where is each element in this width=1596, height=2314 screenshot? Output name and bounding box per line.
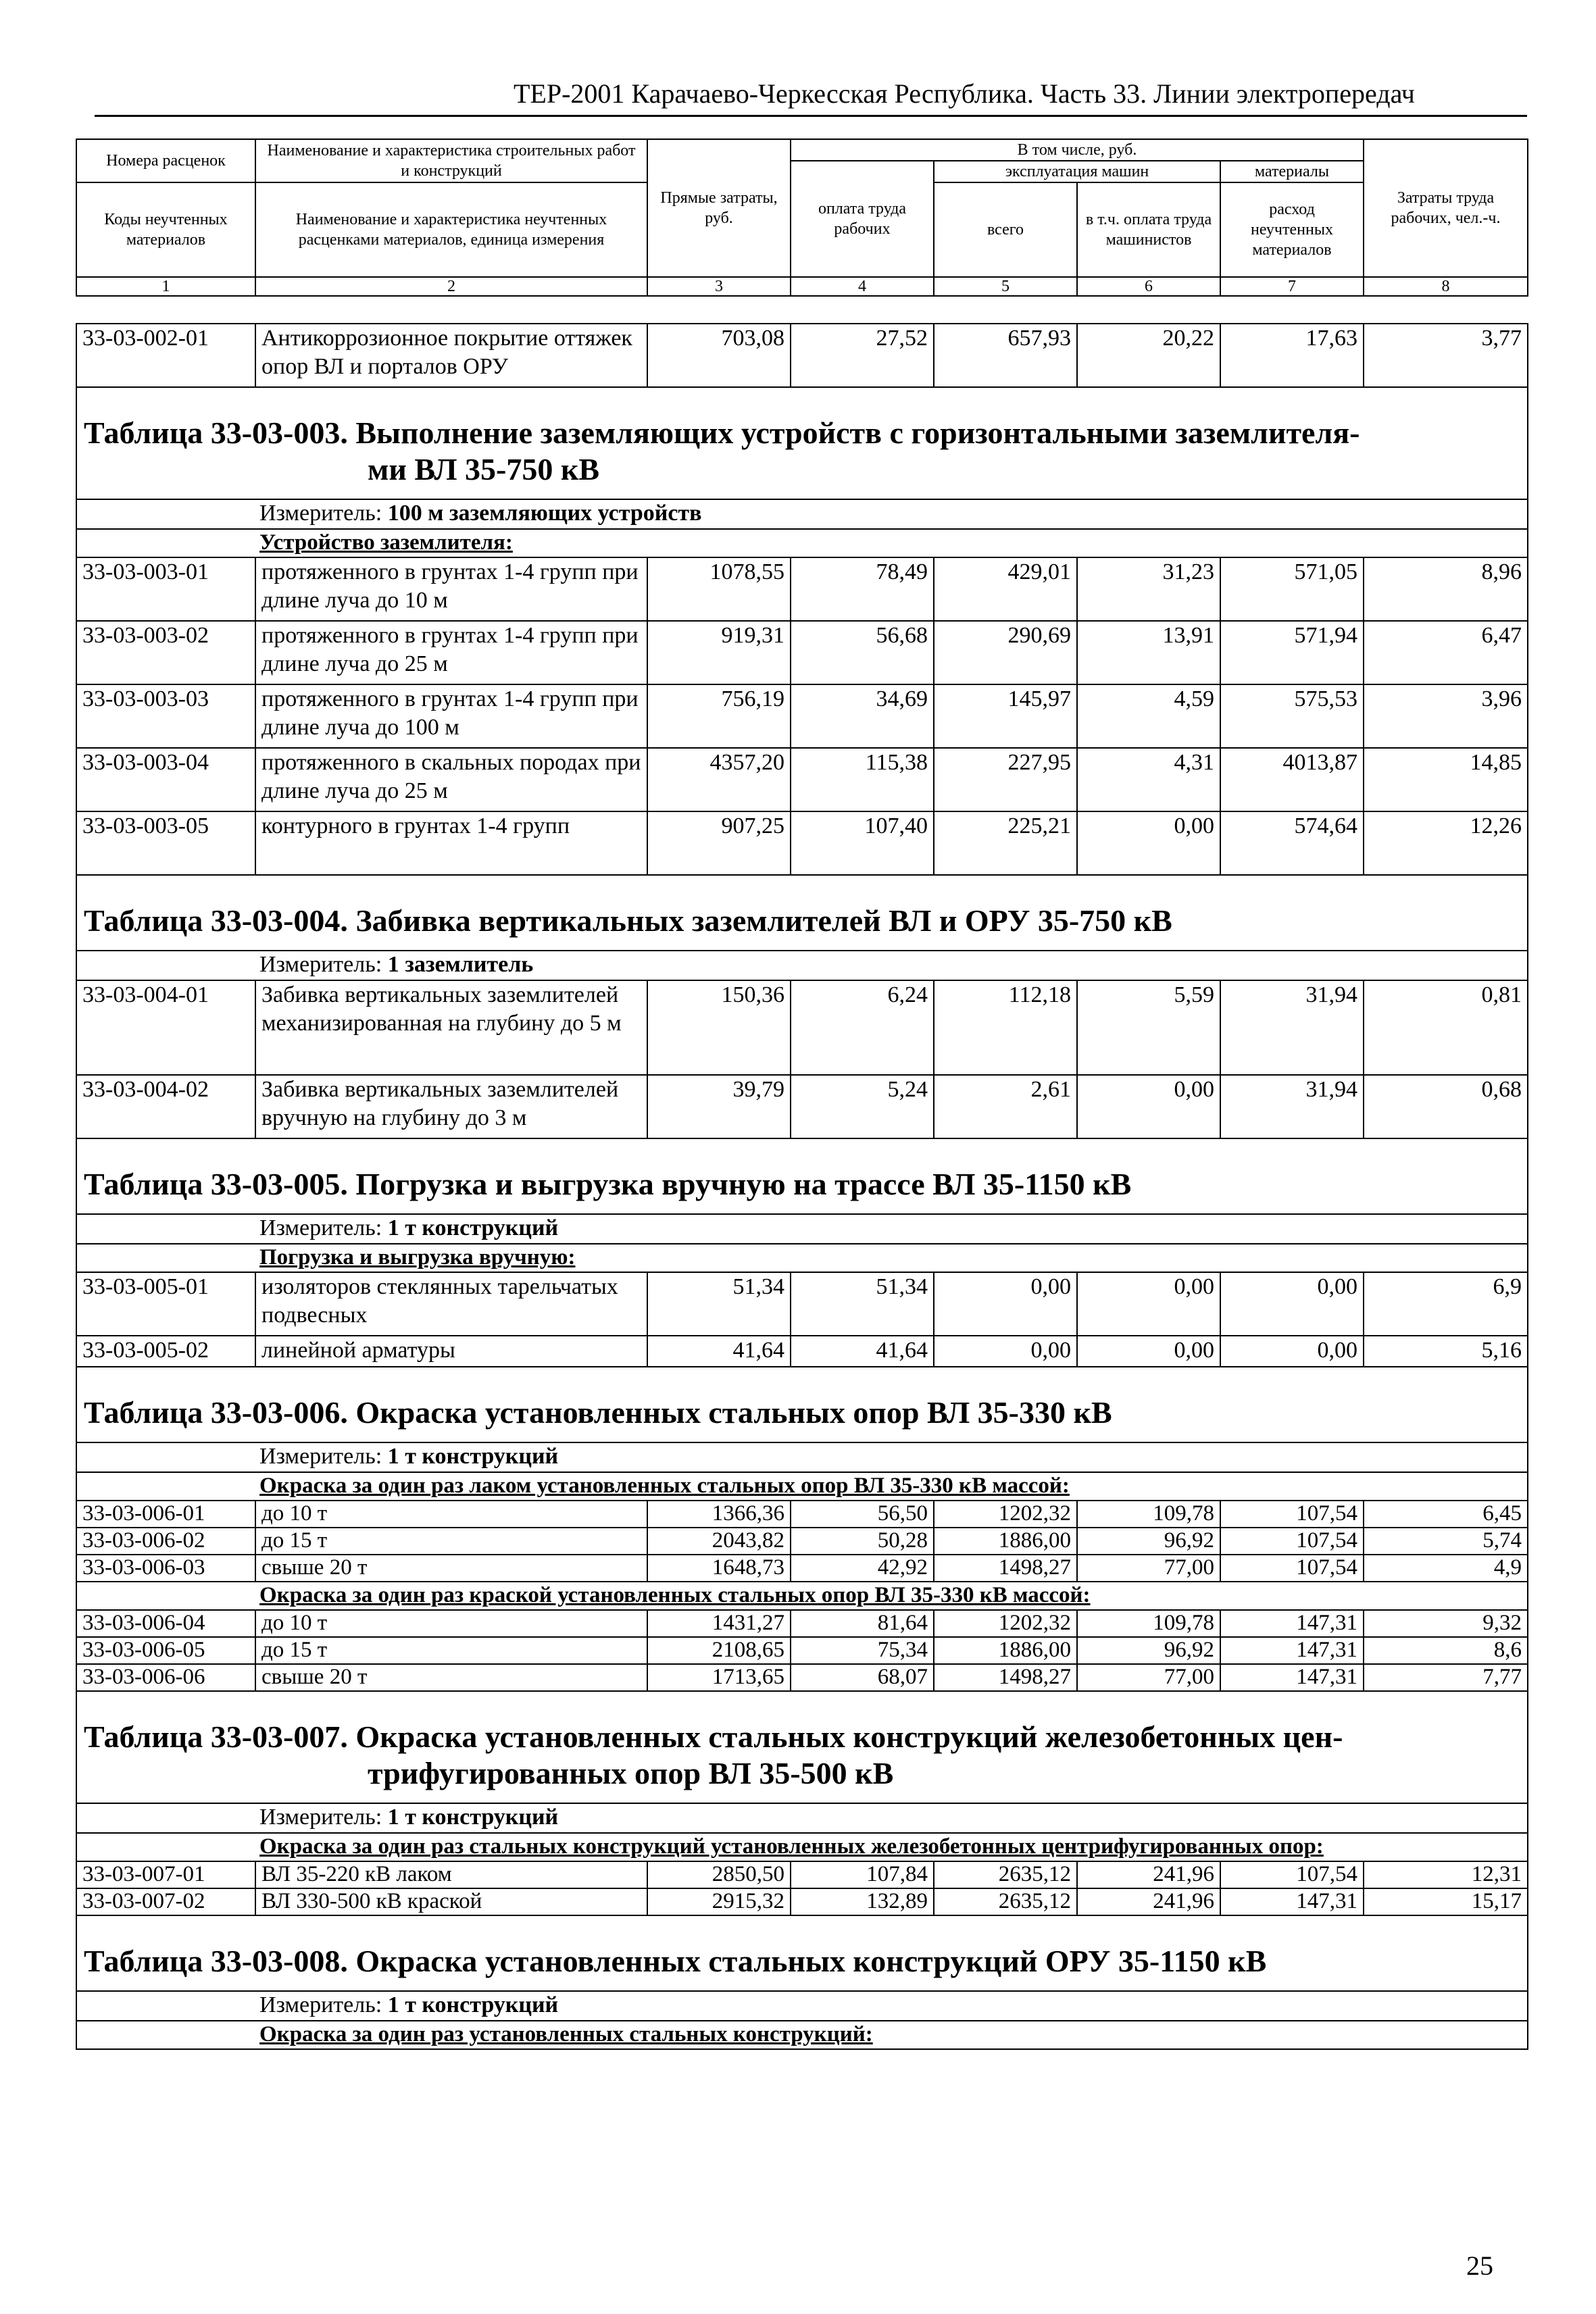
work-name: до 15 т [255, 1637, 647, 1664]
section-subheading: Окраска за один раз краской установленных стальных опор ВЛ 35-330 кВ массой: [76, 1582, 1528, 1610]
workers-pay: 115,38 [791, 748, 934, 811]
rate-code: 33-03-002-01 [76, 324, 255, 387]
header-labor-costs: Затраты труда рабочих, чел.-ч. [1364, 139, 1528, 277]
work-name: до 15 т [255, 1528, 647, 1555]
col-number: 1 [76, 277, 255, 296]
workers-pay: 5,24 [791, 1075, 934, 1138]
col-number: 5 [934, 277, 1077, 296]
header-machinists-pay: в т.ч. оплата труда машинистов [1077, 182, 1220, 277]
direct-costs: 2043,82 [647, 1528, 791, 1555]
col-number: 8 [1364, 277, 1528, 296]
workers-pay: 132,89 [791, 1888, 934, 1915]
table-title: Таблица 33-03-006. Окраска установленных стальных опор ВЛ 35-330 кВ [76, 1367, 1528, 1442]
header-codes-top: Номера расценок [76, 139, 255, 182]
labor-costs: 12,31 [1364, 1861, 1528, 1888]
table-row [76, 557, 1528, 621]
machines-total: 227,95 [934, 748, 1077, 811]
direct-costs: 150,36 [647, 980, 791, 1075]
running-header: ТЕР-2001 Карачаево-Черкесская Республика. Часть 33. Линии электропередач [514, 78, 1415, 109]
labor-costs: 0,81 [1364, 980, 1528, 1075]
workers-pay: 34,69 [791, 684, 934, 748]
workers-pay: 41,64 [791, 1336, 934, 1367]
rate-code: 33-03-006-03 [76, 1555, 255, 1582]
machines-total: 1886,00 [934, 1528, 1077, 1555]
labor-costs: 8,6 [1364, 1637, 1528, 1664]
machinists-pay: 4,31 [1077, 748, 1220, 811]
header-name-bottom: Наименование и характеристика неучтенных расценками материалов, единица измерения [255, 182, 647, 277]
workers-pay: 56,50 [791, 1501, 934, 1528]
rate-code: 33-03-003-01 [76, 557, 255, 621]
table-row [76, 980, 1528, 1075]
labor-costs: 14,85 [1364, 748, 1528, 811]
col-number: 3 [647, 277, 791, 296]
machines-total: 2,61 [934, 1075, 1077, 1138]
labor-costs: 9,32 [1364, 1610, 1528, 1637]
materials-cost: 0,00 [1220, 1272, 1364, 1336]
work-name: ВЛ 330-500 кВ краской [255, 1888, 647, 1915]
direct-costs: 1431,27 [647, 1610, 791, 1637]
machines-total: 145,97 [934, 684, 1077, 748]
direct-costs: 2108,65 [647, 1637, 791, 1664]
header-materials: материалы [1220, 161, 1364, 182]
labor-costs: 6,45 [1364, 1501, 1528, 1528]
table-row [76, 1075, 1528, 1138]
work-name: Антикоррозионное покрытие оттяжек опор ВЛ и порталов ОРУ [255, 324, 647, 387]
machinists-pay: 77,00 [1077, 1664, 1220, 1691]
materials-cost: 4013,87 [1220, 748, 1364, 811]
col-number: 2 [255, 277, 647, 296]
table-row [76, 1528, 1528, 1555]
work-name: протяженного в грунтах 1-4 групп при длине луча до 100 м [255, 684, 647, 748]
measure-unit: Измеритель: 1 т конструкций [76, 1214, 1528, 1244]
section-subheading: Окраска за один раз лаком установленных стальных опор ВЛ 35-330 кВ массой: [76, 1472, 1528, 1501]
header-including: В том числе, руб. [791, 139, 1364, 161]
table-title: Таблица 33-03-003. Выполнение заземляющих устройств с горизонтальными заземлителя- ми ВЛ 35-750 кВ [76, 387, 1528, 499]
rate-code: 33-03-004-02 [76, 1075, 255, 1138]
machinists-pay: 77,00 [1077, 1555, 1220, 1582]
machinists-pay: 20,22 [1077, 324, 1220, 387]
col-number: 4 [791, 277, 934, 296]
work-name: протяженного в грунтах 1-4 групп при длине луча до 25 м [255, 621, 647, 684]
machines-total: 112,18 [934, 980, 1077, 1075]
labor-costs: 6,47 [1364, 621, 1528, 684]
rate-code: 33-03-005-01 [76, 1272, 255, 1336]
header-machine-operation: эксплуатация машин [934, 161, 1220, 182]
section-subheading: Окраска за один раз стальных конструкций установленных железобетонных центрифугированных опор: [76, 1833, 1528, 1861]
labor-costs: 0,68 [1364, 1075, 1528, 1138]
table-row [76, 748, 1528, 811]
direct-costs: 51,34 [647, 1272, 791, 1336]
labor-costs: 4,9 [1364, 1555, 1528, 1582]
table-row [76, 1501, 1528, 1528]
table-row [76, 1555, 1528, 1582]
machines-total: 2635,12 [934, 1861, 1077, 1888]
materials-cost: 147,31 [1220, 1610, 1364, 1637]
machinists-pay: 241,96 [1077, 1861, 1220, 1888]
workers-pay: 78,49 [791, 557, 934, 621]
header-machines-total: всего [934, 182, 1077, 277]
work-name: свыше 20 т [255, 1664, 647, 1691]
rate-code: 33-03-006-01 [76, 1501, 255, 1528]
table-row [76, 1888, 1528, 1915]
table-row [76, 1861, 1528, 1888]
rate-code: 33-03-005-02 [76, 1336, 255, 1367]
direct-costs: 1078,55 [647, 557, 791, 621]
machinists-pay: 96,92 [1077, 1528, 1220, 1555]
machinists-pay: 31,23 [1077, 557, 1220, 621]
direct-costs: 1648,73 [647, 1555, 791, 1582]
direct-costs: 756,19 [647, 684, 791, 748]
direct-costs: 703,08 [647, 324, 791, 387]
table-title: Таблица 33-03-008. Окраска установленных стальных конструкций ОРУ 35-1150 кВ [76, 1915, 1528, 1991]
workers-pay: 51,34 [791, 1272, 934, 1336]
materials-cost: 575,53 [1220, 684, 1364, 748]
direct-costs: 1713,65 [647, 1664, 791, 1691]
section-subheading: Устройство заземлителя: [76, 529, 1528, 557]
direct-costs: 2915,32 [647, 1888, 791, 1915]
table-row [76, 811, 1528, 875]
machinists-pay: 241,96 [1077, 1888, 1220, 1915]
materials-cost: 574,64 [1220, 811, 1364, 875]
direct-costs: 4357,20 [647, 748, 791, 811]
machinists-pay: 0,00 [1077, 1336, 1220, 1367]
table-row [76, 684, 1528, 748]
rate-code: 33-03-004-01 [76, 980, 255, 1075]
header-workers-pay: оплата труда рабочих [791, 161, 934, 277]
rate-code: 33-03-006-04 [76, 1610, 255, 1637]
labor-costs: 15,17 [1364, 1888, 1528, 1915]
machines-total: 1498,27 [934, 1555, 1077, 1582]
machinists-pay: 5,59 [1077, 980, 1220, 1075]
work-name: протяженного в грунтах 1-4 групп при длине луча до 10 м [255, 557, 647, 621]
col-number: 6 [1077, 277, 1220, 296]
materials-cost: 571,94 [1220, 621, 1364, 684]
rate-code: 33-03-003-04 [76, 748, 255, 811]
materials-cost: 0,00 [1220, 1336, 1364, 1367]
table-title: Таблица 33-03-007. Окраска установленных стальных конструкций железобетонных цен- трифугированных опор ВЛ 35-500 кВ [76, 1691, 1528, 1803]
direct-costs: 2850,50 [647, 1861, 791, 1888]
workers-pay: 81,64 [791, 1610, 934, 1637]
workers-pay: 42,92 [791, 1555, 934, 1582]
machinists-pay: 0,00 [1077, 1272, 1220, 1336]
machines-total: 1886,00 [934, 1637, 1077, 1664]
machinists-pay: 0,00 [1077, 1075, 1220, 1138]
rate-code: 33-03-006-02 [76, 1528, 255, 1555]
labor-costs: 5,16 [1364, 1336, 1528, 1367]
machinists-pay: 4,59 [1077, 684, 1220, 748]
materials-cost: 147,31 [1220, 1888, 1364, 1915]
workers-pay: 75,34 [791, 1637, 934, 1664]
rate-code: 33-03-003-03 [76, 684, 255, 748]
machines-total: 1202,32 [934, 1501, 1077, 1528]
machinists-pay: 13,91 [1077, 621, 1220, 684]
machinists-pay: 109,78 [1077, 1501, 1220, 1528]
machines-total: 2635,12 [934, 1888, 1077, 1915]
materials-cost: 147,31 [1220, 1637, 1364, 1664]
table-title: Таблица 33-03-004. Забивка вертикальных заземлителей ВЛ и ОРУ 35-750 кВ [76, 875, 1528, 951]
labor-costs: 3,96 [1364, 684, 1528, 748]
table-row [76, 324, 1528, 387]
table-row [76, 1664, 1528, 1691]
materials-cost: 107,54 [1220, 1555, 1364, 1582]
column-header-table [76, 139, 1528, 297]
labor-costs: 5,74 [1364, 1528, 1528, 1555]
machinists-pay: 0,00 [1077, 811, 1220, 875]
machinists-pay: 109,78 [1077, 1610, 1220, 1637]
work-name: линейной арматуры [255, 1336, 647, 1367]
work-name: Забивка вертикальных заземлителей механизированная на глубину до 5 м [255, 980, 647, 1075]
header-codes-bottom: Коды неучтенных материалов [76, 182, 255, 277]
rates-table [76, 323, 1528, 2050]
work-name: Забивка вертикальных заземлителей вручную на глубину до 3 м [255, 1075, 647, 1138]
materials-cost: 31,94 [1220, 980, 1364, 1075]
machines-total: 0,00 [934, 1272, 1077, 1336]
machines-total: 0,00 [934, 1336, 1077, 1367]
header-direct-costs: Прямые затраты, руб. [647, 139, 791, 277]
workers-pay: 107,40 [791, 811, 934, 875]
page-number: 25 [1466, 2250, 1493, 2281]
rate-code: 33-03-003-05 [76, 811, 255, 875]
measure-unit: Измеритель: 1 т конструкций [76, 1442, 1528, 1472]
machines-total: 225,21 [934, 811, 1077, 875]
workers-pay: 27,52 [791, 324, 934, 387]
materials-cost: 107,54 [1220, 1501, 1364, 1528]
work-name: до 10 т [255, 1610, 647, 1637]
work-name: свыше 20 т [255, 1555, 647, 1582]
materials-cost: 147,31 [1220, 1664, 1364, 1691]
work-name: протяженного в скальных породах при длине луча до 25 м [255, 748, 647, 811]
workers-pay: 107,84 [791, 1861, 934, 1888]
measure-unit: Измеритель: 100 м заземляющих устройств [76, 499, 1528, 529]
machines-total: 290,69 [934, 621, 1077, 684]
direct-costs: 41,64 [647, 1336, 791, 1367]
table-row [76, 1610, 1528, 1637]
labor-costs: 7,77 [1364, 1664, 1528, 1691]
table-row [76, 1336, 1528, 1367]
header-materials-unaccounted: расход неучтенных материалов [1220, 182, 1364, 277]
direct-costs: 1366,36 [647, 1501, 791, 1528]
table-title: Таблица 33-03-005. Погрузка и выгрузка вручную на трассе ВЛ 35-1150 кВ [76, 1138, 1528, 1214]
materials-cost: 31,94 [1220, 1075, 1364, 1138]
materials-cost: 107,54 [1220, 1861, 1364, 1888]
materials-cost: 107,54 [1220, 1528, 1364, 1555]
labor-costs: 3,77 [1364, 324, 1528, 387]
direct-costs: 39,79 [647, 1075, 791, 1138]
section-subheading: Погрузка и выгрузка вручную: [76, 1244, 1528, 1272]
table-row [76, 621, 1528, 684]
materials-cost: 17,63 [1220, 324, 1364, 387]
machines-total: 1498,27 [934, 1664, 1077, 1691]
rate-code: 33-03-007-01 [76, 1861, 255, 1888]
header-name-top: Наименование и характеристика строительных работ и конструкций [255, 139, 647, 182]
work-name: до 10 т [255, 1501, 647, 1528]
work-name: контурного в грунтах 1-4 групп [255, 811, 647, 875]
measure-unit: Измеритель: 1 заземлитель [76, 951, 1528, 980]
work-name: изоляторов стеклянных тарельчатых подвесных [255, 1272, 647, 1336]
measure-unit: Измеритель: 1 т конструкций [76, 1803, 1528, 1833]
labor-costs: 12,26 [1364, 811, 1528, 875]
rate-code: 33-03-007-02 [76, 1888, 255, 1915]
labor-costs: 6,9 [1364, 1272, 1528, 1336]
machines-total: 1202,32 [934, 1610, 1077, 1637]
workers-pay: 6,24 [791, 980, 934, 1075]
workers-pay: 68,07 [791, 1664, 934, 1691]
workers-pay: 56,68 [791, 621, 934, 684]
materials-cost: 571,05 [1220, 557, 1364, 621]
direct-costs: 907,25 [647, 811, 791, 875]
work-name: ВЛ 35-220 кВ лаком [255, 1861, 647, 1888]
labor-costs: 8,96 [1364, 557, 1528, 621]
col-number: 7 [1220, 277, 1364, 296]
machinists-pay: 96,92 [1077, 1637, 1220, 1664]
header-rule [95, 115, 1527, 117]
table-row [76, 1272, 1528, 1336]
rate-code: 33-03-006-05 [76, 1637, 255, 1664]
direct-costs: 919,31 [647, 621, 791, 684]
machines-total: 429,01 [934, 557, 1077, 621]
rate-code: 33-03-003-02 [76, 621, 255, 684]
machines-total: 657,93 [934, 324, 1077, 387]
measure-unit: Измеритель: 1 т конструкций [76, 1991, 1528, 2021]
rate-code: 33-03-006-06 [76, 1664, 255, 1691]
workers-pay: 50,28 [791, 1528, 934, 1555]
table-row [76, 1637, 1528, 1664]
section-subheading: Окраска за один раз установленных стальных конструкций: [76, 2021, 1528, 2049]
